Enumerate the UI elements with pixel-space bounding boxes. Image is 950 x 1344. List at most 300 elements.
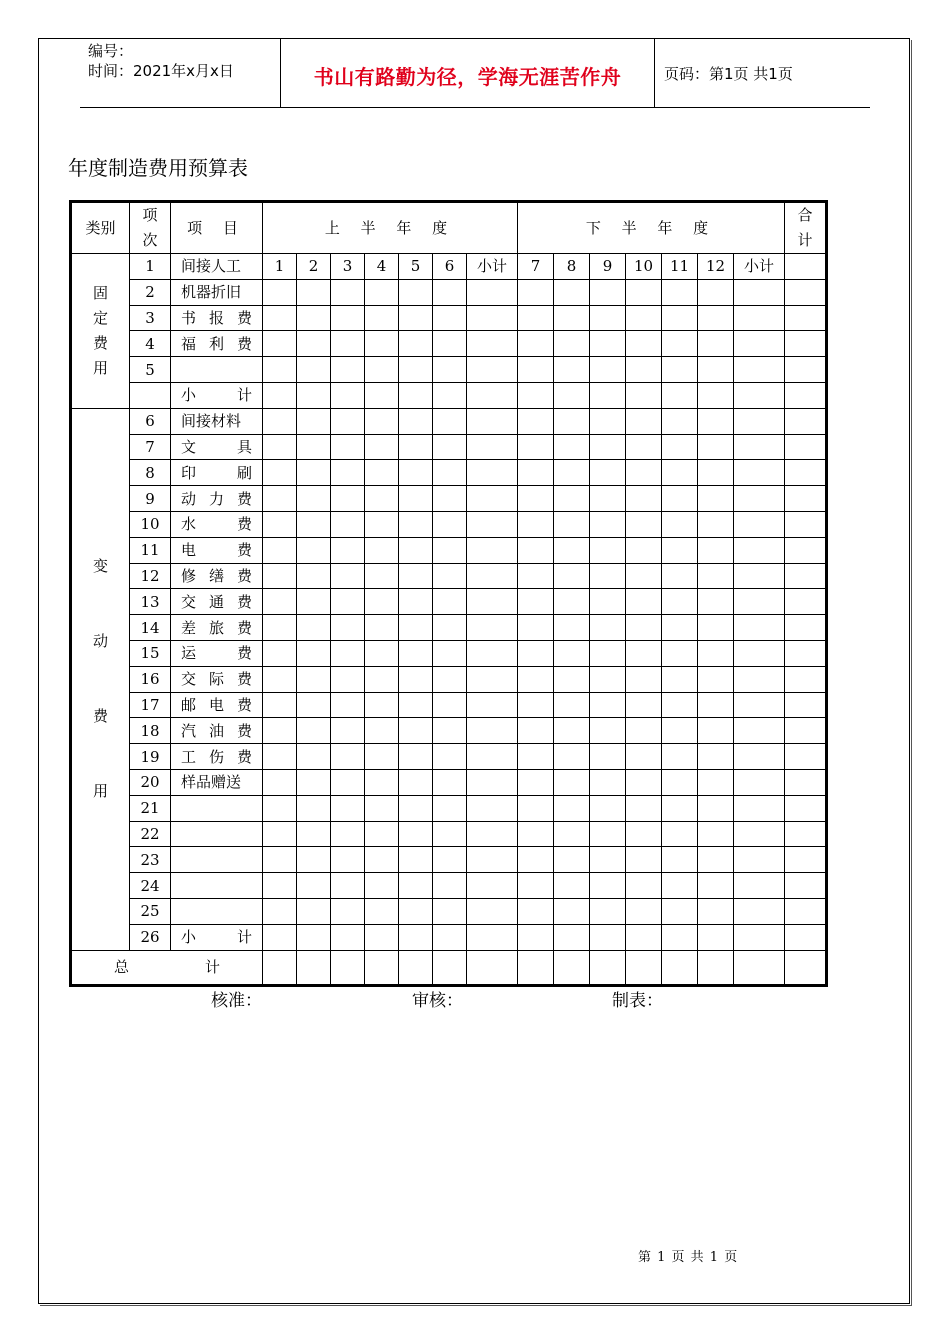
amount-cell[interactable]	[734, 873, 785, 899]
amount-cell[interactable]	[518, 279, 554, 305]
amount-cell[interactable]	[331, 769, 365, 795]
amount-cell[interactable]	[590, 486, 626, 512]
amount-cell[interactable]	[331, 718, 365, 744]
amount-cell[interactable]	[554, 615, 590, 641]
amount-cell[interactable]	[263, 537, 297, 563]
amount-cell[interactable]	[365, 847, 399, 873]
amount-cell[interactable]	[698, 640, 734, 666]
amount-cell[interactable]	[365, 511, 399, 537]
amount-cell[interactable]	[297, 382, 331, 408]
amount-cell[interactable]	[263, 486, 297, 512]
amount-cell[interactable]	[554, 898, 590, 924]
amount-cell[interactable]	[626, 537, 662, 563]
amount-cell[interactable]	[433, 873, 467, 899]
amount-cell[interactable]	[263, 382, 297, 408]
amount-cell[interactable]	[433, 769, 467, 795]
amount-cell[interactable]	[365, 795, 399, 821]
amount-cell[interactable]	[785, 537, 827, 563]
amount-cell[interactable]	[662, 331, 698, 357]
amount-cell[interactable]	[698, 563, 734, 589]
amount-cell[interactable]	[518, 357, 554, 383]
amount-cell[interactable]	[331, 589, 365, 615]
amount-cell[interactable]	[365, 434, 399, 460]
amount-cell[interactable]	[297, 898, 331, 924]
amount-cell[interactable]	[698, 331, 734, 357]
amount-cell[interactable]	[785, 744, 827, 770]
amount-cell[interactable]	[698, 460, 734, 486]
amount-cell[interactable]	[297, 563, 331, 589]
amount-cell[interactable]	[467, 305, 518, 331]
amount-cell[interactable]	[399, 279, 433, 305]
amount-cell[interactable]	[467, 898, 518, 924]
amount-cell[interactable]	[590, 640, 626, 666]
amount-cell[interactable]	[399, 924, 433, 950]
amount-cell[interactable]	[399, 408, 433, 434]
amount-cell[interactable]	[734, 821, 785, 847]
amount-cell[interactable]	[698, 873, 734, 899]
amount-cell[interactable]	[626, 615, 662, 641]
amount-cell[interactable]	[662, 563, 698, 589]
amount-cell[interactable]	[263, 589, 297, 615]
amount-cell[interactable]	[626, 279, 662, 305]
amount-cell[interactable]	[331, 821, 365, 847]
amount-cell[interactable]	[433, 408, 467, 434]
amount-cell[interactable]	[263, 666, 297, 692]
amount-cell[interactable]	[433, 279, 467, 305]
amount-cell[interactable]	[785, 434, 827, 460]
amount-cell[interactable]	[331, 666, 365, 692]
amount-cell[interactable]	[518, 305, 554, 331]
amount-cell[interactable]	[331, 898, 365, 924]
amount-cell[interactable]	[626, 924, 662, 950]
amount-cell[interactable]	[554, 950, 590, 985]
amount-cell[interactable]	[590, 950, 626, 985]
amount-cell[interactable]	[662, 718, 698, 744]
amount-cell[interactable]	[433, 666, 467, 692]
amount-cell[interactable]	[785, 924, 827, 950]
amount-cell[interactable]	[399, 795, 433, 821]
amount-cell[interactable]	[662, 950, 698, 985]
amount-cell[interactable]	[331, 408, 365, 434]
amount-cell[interactable]	[734, 460, 785, 486]
amount-cell[interactable]	[467, 718, 518, 744]
amount-cell[interactable]	[263, 873, 297, 899]
amount-cell[interactable]	[554, 924, 590, 950]
amount-cell[interactable]	[331, 486, 365, 512]
amount-cell[interactable]	[590, 434, 626, 460]
amount-cell[interactable]	[626, 847, 662, 873]
amount-cell[interactable]	[785, 666, 827, 692]
amount-cell[interactable]	[554, 873, 590, 899]
amount-cell[interactable]	[467, 666, 518, 692]
amount-cell[interactable]	[399, 847, 433, 873]
amount-cell[interactable]	[399, 769, 433, 795]
amount-cell[interactable]	[399, 460, 433, 486]
amount-cell[interactable]	[263, 898, 297, 924]
amount-cell[interactable]	[399, 511, 433, 537]
amount-cell[interactable]	[698, 382, 734, 408]
amount-cell[interactable]	[734, 898, 785, 924]
amount-cell[interactable]	[785, 408, 827, 434]
amount-cell[interactable]	[590, 305, 626, 331]
amount-cell[interactable]	[698, 537, 734, 563]
amount-cell[interactable]	[734, 537, 785, 563]
amount-cell[interactable]	[626, 666, 662, 692]
amount-cell[interactable]	[554, 331, 590, 357]
amount-cell[interactable]	[554, 511, 590, 537]
amount-cell[interactable]	[554, 847, 590, 873]
amount-cell[interactable]	[467, 537, 518, 563]
amount-cell[interactable]	[518, 666, 554, 692]
amount-cell[interactable]	[590, 589, 626, 615]
amount-cell[interactable]	[698, 950, 734, 985]
amount-cell[interactable]	[554, 666, 590, 692]
amount-cell[interactable]	[734, 950, 785, 985]
amount-cell[interactable]	[331, 640, 365, 666]
amount-cell[interactable]	[399, 382, 433, 408]
amount-cell[interactable]	[626, 357, 662, 383]
amount-cell[interactable]	[433, 357, 467, 383]
amount-cell[interactable]	[297, 279, 331, 305]
amount-cell[interactable]	[399, 486, 433, 512]
amount-cell[interactable]	[518, 950, 554, 985]
amount-cell[interactable]	[297, 305, 331, 331]
amount-cell[interactable]	[365, 769, 399, 795]
amount-cell[interactable]	[518, 898, 554, 924]
amount-cell[interactable]	[365, 615, 399, 641]
amount-cell[interactable]	[590, 511, 626, 537]
amount-cell[interactable]	[399, 898, 433, 924]
amount-cell[interactable]	[263, 305, 297, 331]
amount-cell[interactable]	[518, 821, 554, 847]
amount-cell[interactable]	[365, 873, 399, 899]
amount-cell[interactable]	[331, 382, 365, 408]
amount-cell[interactable]	[365, 666, 399, 692]
amount-cell[interactable]	[297, 460, 331, 486]
amount-cell[interactable]	[590, 898, 626, 924]
amount-cell[interactable]	[297, 434, 331, 460]
amount-cell[interactable]	[662, 666, 698, 692]
amount-cell[interactable]	[365, 640, 399, 666]
amount-cell[interactable]	[554, 821, 590, 847]
amount-cell[interactable]	[263, 408, 297, 434]
amount-cell[interactable]	[263, 744, 297, 770]
amount-cell[interactable]	[433, 537, 467, 563]
amount-cell[interactable]	[785, 898, 827, 924]
amount-cell[interactable]	[331, 357, 365, 383]
amount-cell[interactable]	[331, 434, 365, 460]
amount-cell[interactable]	[467, 769, 518, 795]
amount-cell[interactable]	[626, 640, 662, 666]
amount-cell[interactable]	[734, 640, 785, 666]
amount-cell[interactable]	[590, 563, 626, 589]
amount-cell[interactable]	[399, 718, 433, 744]
amount-cell[interactable]	[331, 460, 365, 486]
amount-cell[interactable]	[785, 795, 827, 821]
amount-cell[interactable]	[662, 640, 698, 666]
amount-cell[interactable]	[626, 744, 662, 770]
amount-cell[interactable]	[554, 486, 590, 512]
amount-cell[interactable]	[626, 305, 662, 331]
amount-cell[interactable]	[590, 744, 626, 770]
amount-cell[interactable]	[263, 460, 297, 486]
amount-cell[interactable]	[399, 537, 433, 563]
amount-cell[interactable]	[734, 795, 785, 821]
amount-cell[interactable]	[467, 434, 518, 460]
amount-cell[interactable]	[662, 898, 698, 924]
amount-cell[interactable]	[399, 873, 433, 899]
amount-cell[interactable]	[518, 537, 554, 563]
amount-cell[interactable]	[590, 847, 626, 873]
amount-cell[interactable]	[626, 460, 662, 486]
amount-cell[interactable]	[554, 563, 590, 589]
amount-cell[interactable]	[263, 331, 297, 357]
amount-cell[interactable]	[626, 873, 662, 899]
amount-cell[interactable]	[734, 486, 785, 512]
amount-cell[interactable]	[365, 692, 399, 718]
amount-cell[interactable]	[297, 640, 331, 666]
amount-cell[interactable]	[263, 924, 297, 950]
amount-cell[interactable]	[785, 357, 827, 383]
amount-cell[interactable]	[518, 511, 554, 537]
amount-cell[interactable]	[626, 486, 662, 512]
amount-cell[interactable]	[662, 924, 698, 950]
amount-cell[interactable]	[433, 511, 467, 537]
amount-cell[interactable]	[554, 279, 590, 305]
amount-cell[interactable]	[297, 692, 331, 718]
amount-cell[interactable]	[554, 537, 590, 563]
amount-cell[interactable]	[698, 408, 734, 434]
amount-cell[interactable]	[433, 692, 467, 718]
amount-cell[interactable]	[518, 382, 554, 408]
amount-cell[interactable]	[662, 589, 698, 615]
amount-cell[interactable]	[626, 563, 662, 589]
amount-cell[interactable]	[626, 898, 662, 924]
amount-cell[interactable]	[399, 692, 433, 718]
amount-cell[interactable]	[626, 795, 662, 821]
amount-cell[interactable]	[467, 408, 518, 434]
amount-cell[interactable]	[297, 769, 331, 795]
amount-cell[interactable]	[662, 408, 698, 434]
amount-cell[interactable]	[518, 795, 554, 821]
amount-cell[interactable]	[518, 589, 554, 615]
amount-cell[interactable]	[554, 357, 590, 383]
amount-cell[interactable]	[698, 744, 734, 770]
amount-cell[interactable]	[590, 718, 626, 744]
amount-cell[interactable]	[399, 640, 433, 666]
amount-cell[interactable]	[590, 769, 626, 795]
amount-cell[interactable]	[331, 924, 365, 950]
amount-cell[interactable]	[433, 795, 467, 821]
amount-cell[interactable]	[662, 537, 698, 563]
amount-cell[interactable]	[467, 873, 518, 899]
amount-cell[interactable]	[734, 718, 785, 744]
amount-cell[interactable]	[785, 563, 827, 589]
amount-cell[interactable]	[365, 305, 399, 331]
amount-cell[interactable]	[467, 795, 518, 821]
amount-cell[interactable]	[467, 640, 518, 666]
amount-cell[interactable]	[331, 692, 365, 718]
amount-cell[interactable]	[785, 950, 827, 985]
amount-cell[interactable]	[734, 563, 785, 589]
amount-cell[interactable]	[626, 331, 662, 357]
amount-cell[interactable]	[698, 795, 734, 821]
amount-cell[interactable]	[399, 666, 433, 692]
amount-cell[interactable]	[554, 795, 590, 821]
amount-cell[interactable]	[785, 486, 827, 512]
amount-cell[interactable]	[662, 486, 698, 512]
amount-cell[interactable]	[734, 924, 785, 950]
amount-cell[interactable]	[626, 589, 662, 615]
amount-cell[interactable]	[590, 615, 626, 641]
amount-cell[interactable]	[365, 486, 399, 512]
amount-cell[interactable]	[734, 769, 785, 795]
amount-cell[interactable]	[662, 279, 698, 305]
amount-cell[interactable]	[590, 331, 626, 357]
amount-cell[interactable]	[433, 460, 467, 486]
amount-cell[interactable]	[590, 873, 626, 899]
amount-cell[interactable]	[734, 615, 785, 641]
amount-cell[interactable]	[433, 434, 467, 460]
amount-cell[interactable]	[467, 460, 518, 486]
amount-cell[interactable]	[467, 950, 518, 985]
amount-cell[interactable]	[297, 873, 331, 899]
amount-cell[interactable]	[365, 279, 399, 305]
amount-cell[interactable]	[297, 821, 331, 847]
amount-cell[interactable]	[698, 898, 734, 924]
amount-cell[interactable]	[698, 769, 734, 795]
amount-cell[interactable]	[365, 718, 399, 744]
amount-cell[interactable]	[297, 924, 331, 950]
amount-cell[interactable]	[518, 847, 554, 873]
amount-cell[interactable]	[365, 898, 399, 924]
amount-cell[interactable]	[331, 537, 365, 563]
amount-cell[interactable]	[433, 744, 467, 770]
amount-cell[interactable]	[399, 331, 433, 357]
amount-cell[interactable]	[554, 305, 590, 331]
amount-cell[interactable]	[734, 382, 785, 408]
amount-cell[interactable]	[263, 795, 297, 821]
amount-cell[interactable]	[433, 486, 467, 512]
amount-cell[interactable]	[399, 305, 433, 331]
amount-cell[interactable]	[297, 589, 331, 615]
amount-cell[interactable]	[734, 279, 785, 305]
amount-cell[interactable]	[467, 692, 518, 718]
amount-cell[interactable]	[399, 615, 433, 641]
amount-cell[interactable]	[263, 718, 297, 744]
amount-cell[interactable]	[263, 357, 297, 383]
amount-cell[interactable]	[698, 847, 734, 873]
amount-cell[interactable]	[785, 254, 827, 280]
amount-cell[interactable]	[626, 692, 662, 718]
amount-cell[interactable]	[734, 847, 785, 873]
amount-cell[interactable]	[785, 847, 827, 873]
amount-cell[interactable]	[365, 382, 399, 408]
amount-cell[interactable]	[399, 589, 433, 615]
amount-cell[interactable]	[590, 408, 626, 434]
amount-cell[interactable]	[467, 486, 518, 512]
amount-cell[interactable]	[365, 950, 399, 985]
amount-cell[interactable]	[698, 305, 734, 331]
amount-cell[interactable]	[518, 460, 554, 486]
amount-cell[interactable]	[698, 511, 734, 537]
amount-cell[interactable]	[399, 434, 433, 460]
amount-cell[interactable]	[626, 408, 662, 434]
amount-cell[interactable]	[399, 744, 433, 770]
amount-cell[interactable]	[662, 769, 698, 795]
amount-cell[interactable]	[297, 950, 331, 985]
amount-cell[interactable]	[518, 873, 554, 899]
amount-cell[interactable]	[662, 511, 698, 537]
amount-cell[interactable]	[662, 615, 698, 641]
amount-cell[interactable]	[518, 924, 554, 950]
amount-cell[interactable]	[734, 434, 785, 460]
amount-cell[interactable]	[399, 357, 433, 383]
amount-cell[interactable]	[626, 511, 662, 537]
amount-cell[interactable]	[399, 821, 433, 847]
amount-cell[interactable]	[590, 357, 626, 383]
amount-cell[interactable]	[518, 692, 554, 718]
amount-cell[interactable]	[785, 382, 827, 408]
amount-cell[interactable]	[590, 666, 626, 692]
amount-cell[interactable]	[467, 279, 518, 305]
amount-cell[interactable]	[365, 821, 399, 847]
amount-cell[interactable]	[365, 331, 399, 357]
amount-cell[interactable]	[734, 692, 785, 718]
amount-cell[interactable]	[433, 950, 467, 985]
amount-cell[interactable]	[590, 537, 626, 563]
amount-cell[interactable]	[433, 563, 467, 589]
amount-cell[interactable]	[698, 434, 734, 460]
amount-cell[interactable]	[297, 408, 331, 434]
amount-cell[interactable]	[297, 615, 331, 641]
amount-cell[interactable]	[734, 305, 785, 331]
amount-cell[interactable]	[590, 692, 626, 718]
amount-cell[interactable]	[626, 718, 662, 744]
amount-cell[interactable]	[734, 666, 785, 692]
amount-cell[interactable]	[331, 563, 365, 589]
amount-cell[interactable]	[785, 640, 827, 666]
amount-cell[interactable]	[467, 847, 518, 873]
amount-cell[interactable]	[365, 563, 399, 589]
amount-cell[interactable]	[554, 434, 590, 460]
amount-cell[interactable]	[518, 718, 554, 744]
amount-cell[interactable]	[433, 898, 467, 924]
amount-cell[interactable]	[734, 589, 785, 615]
amount-cell[interactable]	[518, 640, 554, 666]
amount-cell[interactable]	[467, 615, 518, 641]
amount-cell[interactable]	[554, 460, 590, 486]
amount-cell[interactable]	[433, 821, 467, 847]
amount-cell[interactable]	[698, 589, 734, 615]
amount-cell[interactable]	[518, 744, 554, 770]
amount-cell[interactable]	[263, 950, 297, 985]
amount-cell[interactable]	[297, 847, 331, 873]
amount-cell[interactable]	[467, 563, 518, 589]
amount-cell[interactable]	[263, 279, 297, 305]
amount-cell[interactable]	[554, 382, 590, 408]
amount-cell[interactable]	[467, 357, 518, 383]
amount-cell[interactable]	[433, 305, 467, 331]
amount-cell[interactable]	[518, 486, 554, 512]
amount-cell[interactable]	[662, 434, 698, 460]
amount-cell[interactable]	[734, 744, 785, 770]
amount-cell[interactable]	[785, 718, 827, 744]
amount-cell[interactable]	[662, 744, 698, 770]
amount-cell[interactable]	[365, 924, 399, 950]
amount-cell[interactable]	[518, 331, 554, 357]
amount-cell[interactable]	[263, 434, 297, 460]
